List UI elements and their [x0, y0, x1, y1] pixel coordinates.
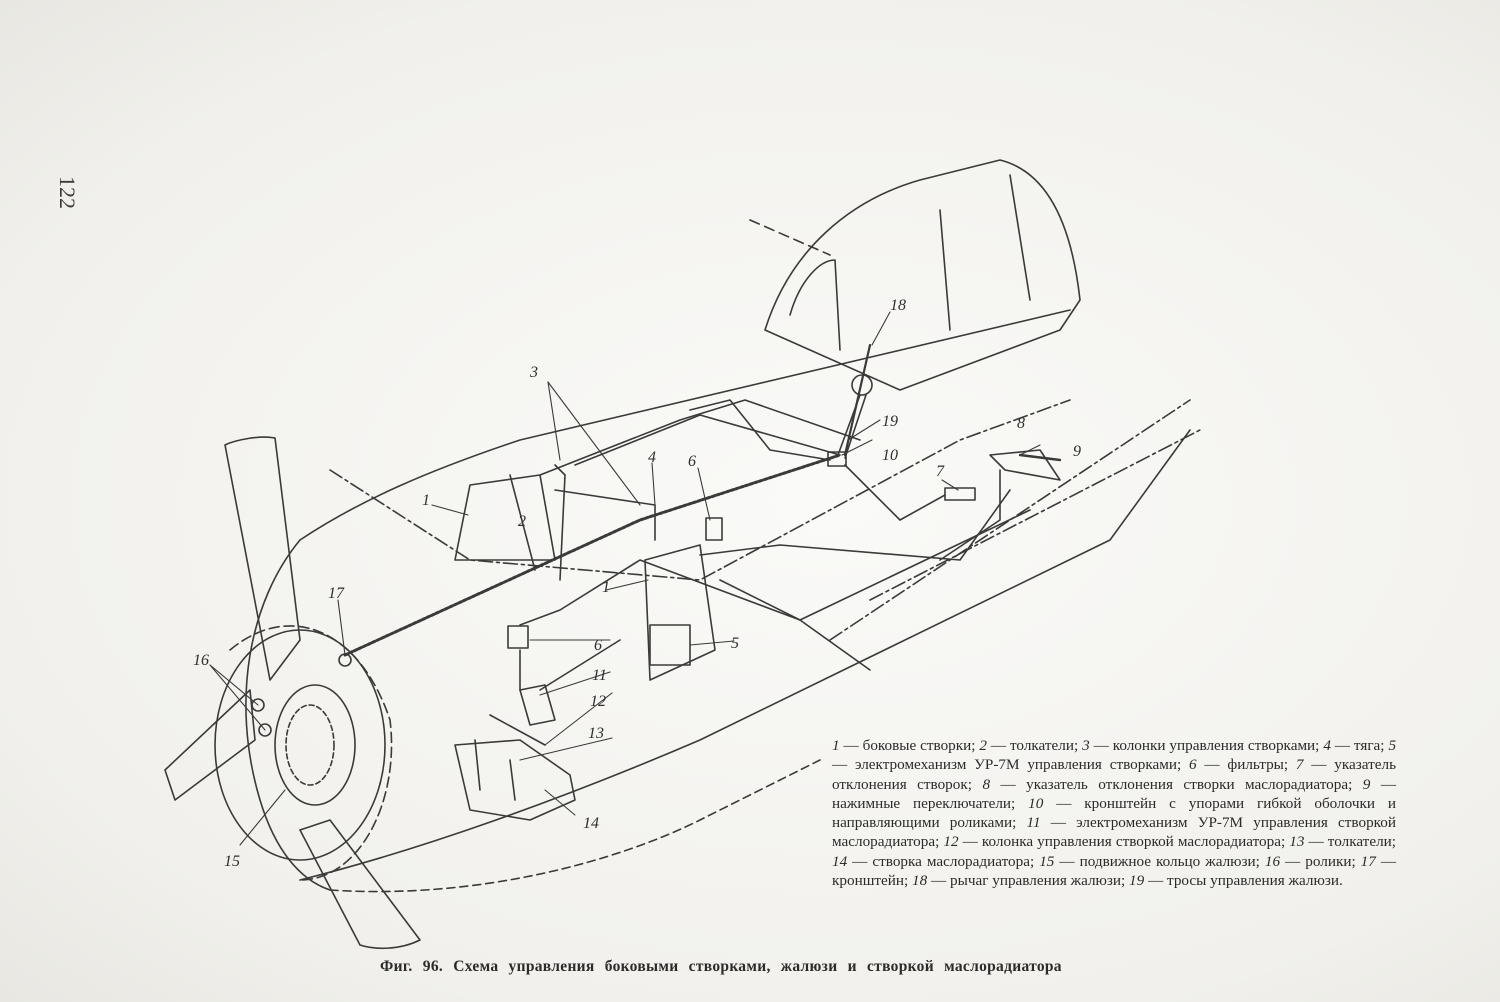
canopy-frame-2 [940, 210, 950, 330]
figure-legend [832, 736, 1396, 890]
callout-7: 7 [936, 463, 944, 480]
movable-shutter-ring [286, 705, 334, 785]
legend-item: 17 — кронштейн; [832, 852, 1397, 890]
legend-item: 18 — рычаг управления жалюзи; [912, 872, 1126, 890]
callout-6-lower: 6 [594, 637, 602, 654]
fuselage-nose-curve [246, 540, 330, 890]
propeller-blade-top [225, 437, 300, 680]
canopy-dash [750, 220, 830, 255]
side-flap-left [455, 475, 555, 560]
callout-13: 13 [588, 725, 604, 742]
cowling-ring [275, 685, 355, 805]
callout-18: 18 [890, 297, 906, 314]
legend-item: 11 — электромеханизм УР-7М управления створкой маслорадиатора; [832, 814, 1396, 851]
callout-8: 8 [1017, 415, 1025, 432]
legend-item: 12 — колонка управления створкой маслорадиатора; [943, 833, 1286, 851]
oil-radiator-pusher-13 [475, 740, 515, 800]
callout-17: 17 [328, 585, 344, 602]
canopy-outline [765, 160, 1080, 390]
callout-6-upper: 6 [688, 453, 696, 470]
callout-3: 3 [530, 364, 538, 381]
callout-15: 15 [224, 853, 240, 870]
callout-4: 4 [648, 449, 656, 466]
legend-item: 15 — подвижное кольцо жалюзи; [1039, 852, 1260, 870]
page-number: 122 [55, 176, 80, 209]
legend-item: 6 — фильтры; [1189, 756, 1289, 774]
callout-11: 11 [592, 667, 607, 684]
legend-item: 8 — указатель отклонения створки маслорадиатора; [982, 775, 1353, 793]
rod-to-columns [575, 415, 840, 465]
flap-deflection-indicator [945, 488, 975, 500]
wing-trailing-edge [870, 430, 1200, 600]
canopy-frame [790, 260, 840, 350]
spinner [215, 630, 385, 860]
callout-12: 12 [590, 693, 606, 710]
filter-6-lower [508, 626, 528, 648]
oil-radiator-flap [455, 740, 575, 820]
push-switches [1020, 455, 1060, 460]
callout-16: 16 [193, 652, 209, 669]
electromech-ur7m-radiator [520, 685, 555, 725]
legend-item: 19 — тросы управления жалюзи. [1129, 872, 1343, 890]
fuselage-belly [330, 760, 820, 892]
legend-item: 2 — толкатели; [979, 737, 1079, 754]
tube-lower [520, 560, 870, 670]
legend-item: 5 — электромеханизм УР-7М управления створками; [832, 737, 1397, 774]
legend-item: 4 — тяга; [1323, 737, 1385, 754]
electromech-ur7m-flaps [650, 625, 690, 665]
legend-item: 1 — боковые створки; [832, 737, 976, 754]
callout-5: 5 [731, 635, 739, 652]
legend-item: 7 — указатель отклонения створок; [832, 756, 1397, 793]
callout-2: 2 [518, 513, 526, 530]
legend-item: 9 — нажимные переключатели; [832, 775, 1396, 812]
control-rod-4 [555, 490, 655, 540]
callout-9: 9 [1073, 443, 1081, 460]
legend-item: 3 — колонки управления створками; [1082, 737, 1320, 754]
indicator-7-line [845, 465, 945, 520]
legend-item: 16 — ролики; [1264, 852, 1356, 870]
legend-item: 14 — створка маслорадиатора; [832, 852, 1035, 870]
callout-14: 14 [583, 815, 599, 832]
callout-10: 10 [882, 447, 898, 464]
control-column-3 [555, 465, 565, 580]
fuselage-centerline [330, 400, 1070, 580]
filter-6-upper [706, 518, 722, 540]
callout-1-center: 1 [602, 579, 610, 596]
upper-tube [690, 400, 830, 460]
callout-19: 19 [882, 413, 898, 430]
callout-1-left: 1 [422, 492, 430, 509]
control-cable-main [345, 455, 840, 655]
canopy-frame-3 [1010, 175, 1030, 300]
figure-caption: Фиг. 96. Схема управления боковыми створками, жалюзи и створкой маслорадиатора [380, 958, 1062, 975]
propeller-blade-left [165, 690, 255, 800]
legend-item: 13 — толкатели; [1289, 833, 1396, 851]
legend-item: 10 — кронштейн с упорами гибкой оболочки и направляющими роликами; [832, 794, 1396, 832]
